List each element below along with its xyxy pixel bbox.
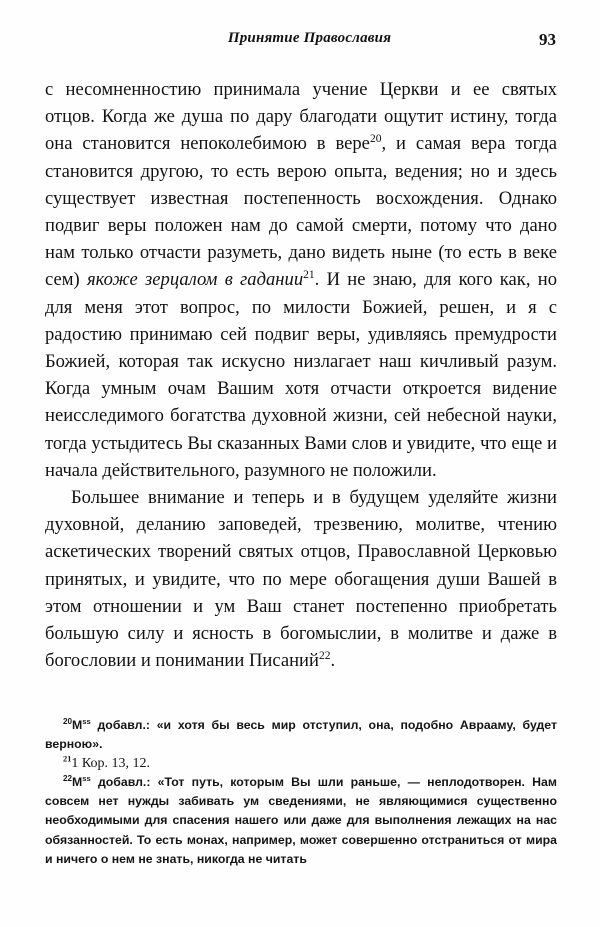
paragraph-2 [45, 484, 557, 674]
footnote-22 [45, 773, 557, 868]
running-head-title: Принятие Православия [227, 30, 392, 46]
footnote-marker-21[interactable]: 21 [303, 269, 315, 282]
running-head [45, 30, 556, 54]
paragraph-1-segment-3: . И не знаю, для кого как, но для меня этот вопрос, по милости Божией, решен, и я с радостию принимаю сей подвиг веры, удивляясь премудрости Божией, которая так искусно низлагает наш кичливый разум. Когда умным очам Вашим хотя отчасти откроется видение неисследимого богатства духовной жизни, сей небесной науки, тогда устыдитесь Вы сказанных Вами слов и увидите, что еще и начала действительного, разумного не положили. [45, 269, 557, 481]
paragraph-2-segment-1: Большее внимание и теперь и в будущем уделяйте жизни духовной, деланию заповедей, трезвению, молитве, чтению аскетических творений святых отцов, Православной Церковью принятых, и увидите, что по мере обогащения души Вашей в этом отношении и ум Ваш станет постепенно приобретать большую силу и ясность в богомыслии, в молитве и даже в богословии и понимании Писаний [45, 487, 557, 672]
footnotes-block [45, 716, 557, 869]
footnote-22-sigil: М [72, 775, 83, 790]
footnote-22-text: добавл.: «Тот путь, которым Вы шли раньше, — неплодотворен. Нам совсем нет нужды забивать ум сведениями, не являющимися существенно необходимыми для спасения нашего или даже для выполнения лежащих на нас обязанностей. То есть монах, например, может совершенно отстраниться от мира и ничего о нем не знать, никогда не читать [45, 775, 557, 866]
footnote-20 [45, 716, 557, 754]
paragraph-1-scripture-quote: якоже зерцалом в гадании [86, 269, 304, 291]
body-text [45, 76, 557, 674]
paragraph-2-segment-2: . [330, 650, 336, 672]
footnote-21 [45, 754, 557, 773]
footnote-20-sigil-superscript: ss [82, 716, 91, 726]
footnote-marker-22[interactable]: 22 [318, 650, 331, 663]
footnote-20-text: добавл.: «и хотя бы весь мир отступил, она, подобно Аврааму, будет верною». [45, 718, 557, 752]
footnote-21-text: 1 Кор. 13, 12. [71, 756, 151, 772]
footnote-20-sigil: М [72, 718, 83, 732]
paragraph-1-segment-2: , и самая вера тогда становится другою, то есть верою опыта, ведения; но и здесь существует известная постепенность восхождения. Однако подвиг веры положен нам до самой смерти, потому что дано нам только отчасти разуметь, дано видеть ныне (то есть в веке сем) [45, 133, 557, 291]
footnote-21-number: 21 [63, 754, 72, 764]
footnote-marker-20[interactable]: 20 [369, 133, 382, 146]
paragraph-1 [45, 76, 557, 484]
page-number: 93 [539, 30, 556, 49]
footnote-20-number: 20 [63, 716, 73, 726]
footnote-22-sigil-superscript: ss [82, 774, 91, 784]
footnote-22-number: 22 [63, 774, 73, 784]
paragraph-1-segment-1: с несомненностию принимала учение Церкви и ее святых отцов. Когда же душа по дару благодати ощутит истину, тогда она становится непоколебимою в вере [45, 79, 557, 155]
